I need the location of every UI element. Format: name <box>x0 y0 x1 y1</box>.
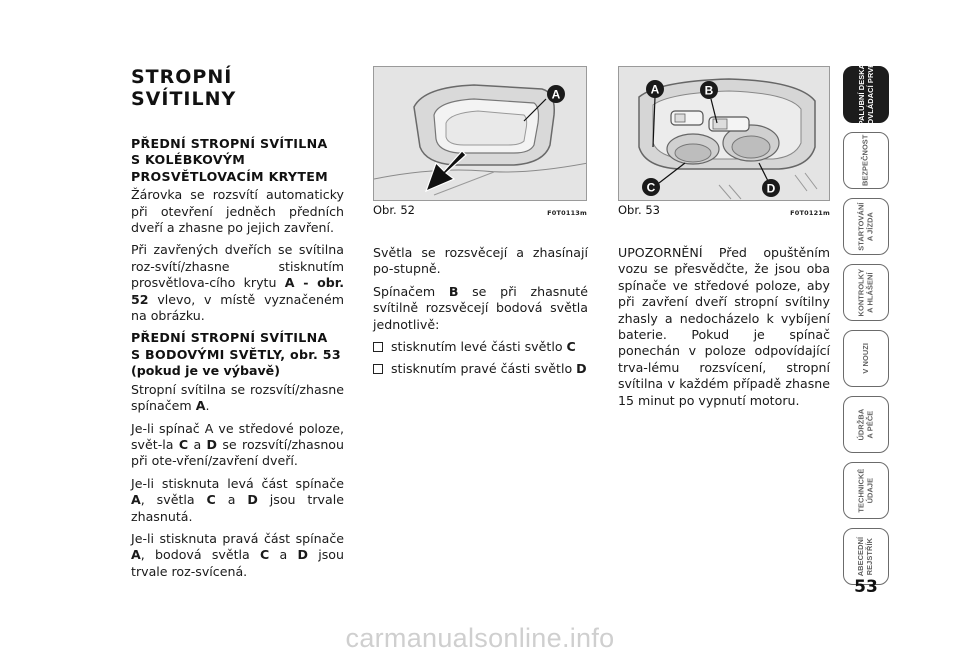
section2-paragraph-1 <box>131 382 344 415</box>
light-reference: D <box>206 436 217 452</box>
text-span: Je-li spínač A ve středové poloze, svět-la <box>131 420 344 452</box>
text-span: se rozsvítí/zhasnou při ote-vření/zavření dveří. <box>131 436 344 469</box>
figure-52-code: F0T0113m <box>547 209 587 217</box>
light-reference: C <box>178 436 189 452</box>
figure-reference: A - obr. 52 <box>131 275 344 307</box>
figure-52-label: Obr. 52 <box>373 203 415 217</box>
callout-c-label: C <box>646 180 656 195</box>
tab-label: KONTROLKY A HLÁŠENÍ <box>856 268 874 317</box>
section1-paragraph-1: Žárovka se rozsvítí automaticky při otevření jedněch předních dveří a zhasne po jejich zavření. <box>131 187 344 236</box>
figure-52-illustration <box>373 66 587 201</box>
section2-paragraph-2 <box>131 421 344 470</box>
left-text-column <box>131 66 344 586</box>
light-reference: C <box>566 339 576 355</box>
text-span: jsou trvale roz-svícená. <box>131 547 344 579</box>
callout-a-label: A <box>650 82 660 97</box>
tab-label: ÚDRŽBA A PÉČE <box>856 408 874 441</box>
switch-reference: A <box>195 398 206 414</box>
tab-label: STARTOVÁNÍ A JÍZDA <box>856 202 875 251</box>
middle-text-column <box>373 245 588 384</box>
text-span: stisknutím pravé části světlo <box>391 361 577 377</box>
bullet-text <box>391 339 576 355</box>
switch-reference: B <box>448 283 459 299</box>
page-title: STROPNÍ SVÍTILNY <box>131 66 237 110</box>
light-reference: C <box>206 492 216 508</box>
tab-dashboard-controls[interactable] <box>843 57 889 132</box>
tab-safety[interactable] <box>843 132 889 189</box>
column2-paragraph-1: Světla se rozsvěcejí a zhasínají po-stupně. <box>373 245 588 277</box>
figure-52-caption <box>373 203 587 217</box>
figure-53-label: Obr. 53 <box>618 203 660 217</box>
tab-emergency[interactable] <box>843 330 889 387</box>
section1-paragraph-2 <box>131 242 344 324</box>
switch-reference: A <box>131 547 141 563</box>
tab-starting-driving[interactable] <box>843 198 889 255</box>
text-span: Je-li stisknuta pravá část spínače <box>131 530 344 546</box>
text-span: Je-li stisknuta levá část spínače <box>131 475 344 491</box>
section1-heading-line3: PROSVĚTLOVACÍM KRYTEM <box>131 168 328 184</box>
tab-technical-data[interactable] <box>843 462 889 519</box>
text-span: stisknutím levé části světlo <box>391 339 567 355</box>
text-span: . <box>205 398 210 414</box>
light-reference: D <box>576 361 587 377</box>
light-reference: C <box>260 547 270 563</box>
text-span: a <box>269 547 298 563</box>
section2-heading-line2: S BODOVÝMI SVĚTLY, obr. 53 <box>131 346 341 362</box>
section2-heading-line1: PŘEDNÍ STROPNÍ SVÍTILNA <box>131 330 328 346</box>
page-number: 53 <box>854 577 878 597</box>
tab-label: ABECEDNÍ REJSTŘÍK <box>856 536 874 577</box>
light-reference: D <box>297 547 308 563</box>
section2-paragraph-3 <box>131 476 344 525</box>
right-text-column <box>618 245 830 415</box>
tab-label: PALUBNÍ DESKA A OVLÁDACÍ PRVKY <box>856 57 875 132</box>
tab-label: V NOUZI <box>860 343 870 374</box>
section1-heading <box>131 136 344 185</box>
callout-d-label: D <box>766 181 776 196</box>
ceiling-light-drawing <box>374 67 587 201</box>
text-span: se při zhasnuté svítilně rozsvěcejí bodová světla jednotlivě: <box>373 283 588 332</box>
section1-heading-line2: S KOLÉBKOVÝM <box>131 152 246 168</box>
text-span: , bodová světla <box>140 547 261 563</box>
bullet-item <box>373 361 588 377</box>
figure-53-caption <box>618 203 830 217</box>
tab-maintenance[interactable] <box>843 396 889 453</box>
callout-b-label: B <box>704 83 714 98</box>
checkbox-bullet-icon <box>373 364 383 374</box>
figure-53-illustration <box>618 66 830 201</box>
text-span: Stropní svítilna se rozsvítí/zhasne spínačem <box>131 381 344 414</box>
text-span: , světla <box>140 492 207 508</box>
light-reference: D <box>247 492 258 508</box>
column2-paragraph-2 <box>373 284 588 333</box>
text-span: a <box>188 436 207 452</box>
section1-heading-line1: PŘEDNÍ STROPNÍ SVÍTILNA <box>131 136 328 151</box>
figure-53-code: F0T0121m <box>790 209 830 217</box>
text-span: Spínačem <box>373 283 449 299</box>
text-span: jsou trvale zhasnutá. <box>131 492 344 524</box>
bullet-item <box>373 339 588 355</box>
section2-heading <box>131 330 344 379</box>
chapter-tabs <box>843 57 889 582</box>
section2-paragraph-4 <box>131 531 344 580</box>
switch-reference: A <box>131 492 141 508</box>
tab-warning-lights[interactable] <box>843 264 889 321</box>
text-span: vlevo, v místě vyznačeném na obrázku. <box>131 291 344 324</box>
text-span: Při zavřených dveřích se svítilna roz-svítí/zhasne stisknutím prosvětlova-cího krytu <box>131 242 344 291</box>
bullet-text <box>391 361 587 377</box>
tab-label: TECHNICKÉ ÚDAJE <box>856 468 875 513</box>
callout-a-label: A <box>551 87 561 102</box>
warning-paragraph: UPOZORNĚNÍ Před opuštěním vozu se přesvědčte, že jsou oba spínače ve středové poloze, aby při zavření dveří stropní svítilny zhasly a nedocházelo k vybíjení baterie. Pokud je spínač ponechán v poloze odpovídající trva-lému rozsvícení, stropní svítilna v každém případě zhasne 15 minut po vypnutí motoru. <box>618 245 830 408</box>
text-span: a <box>215 492 248 508</box>
section2-heading-note: (pokud je ve výbavě) <box>131 363 280 379</box>
spotlight-unit-drawing <box>619 67 830 201</box>
watermark: carmanualsonline.info <box>345 622 615 653</box>
tab-label: BEZPEČNOST <box>860 134 870 187</box>
checkbox-bullet-icon <box>373 342 383 352</box>
